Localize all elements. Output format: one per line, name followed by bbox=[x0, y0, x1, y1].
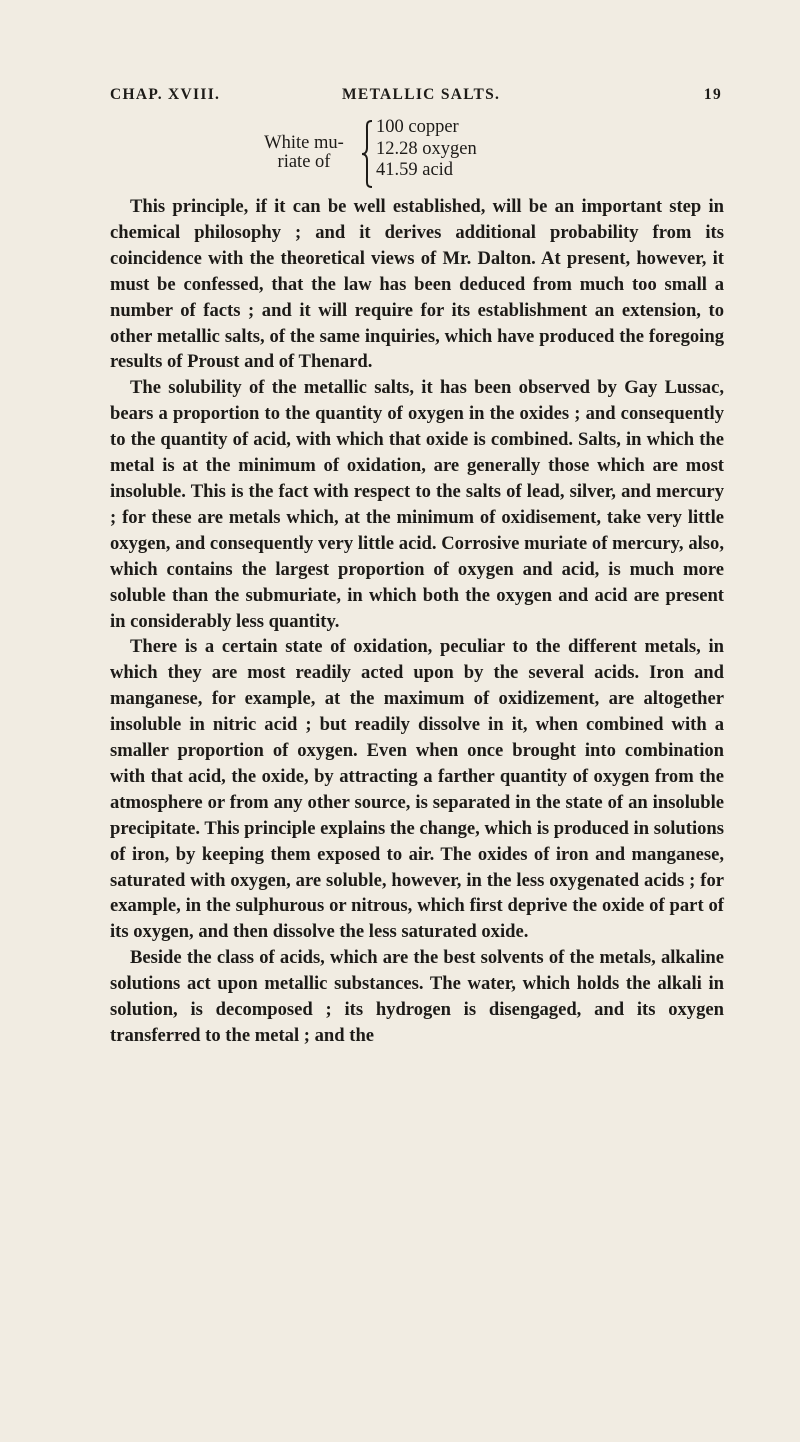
composition-parts bbox=[376, 117, 477, 182]
composition-formula bbox=[248, 117, 568, 193]
paragraph-1: This principle, if it can be well established, will be an important step in chemical philosophy ; and it derives additional probability from its coincidence with the theoretical views of Mr. Dalton. At present, however, it must be confessed, that the law has been deduced from much too small a number of facts ; and it will require for its establishment an extension, to other metallic salts, of the same inquiries, which have produced the foregoing results of Proust and of Thenard. bbox=[110, 196, 724, 373]
part-copper: 100 copper bbox=[376, 117, 459, 137]
page-title: METALLIC SALTS. bbox=[342, 86, 501, 103]
chapter-label: CHAP. XVIII. bbox=[110, 86, 221, 103]
part-oxygen: 12.28 oxygen bbox=[376, 138, 477, 159]
paragraph-3: There is a certain state of oxidation, peculiar to the different metals, in which they are most readily acted upon by the several acids. Iron and manganese, for example, at the maximum of oxidizement, are altogether insoluble in nitric acid ; but readily dissolve in it, when combined with a smaller proportion of oxygen. Even when once brought into combination with that acid, the oxide, by attracting a farther quantity of oxygen from the atmosphere or from any other source, is separated in the state of an insoluble precipitate. This principle explains the change, which is produced in solutions of iron, by keeping them exposed to air. The oxides of iron and manganese, saturated with oxygen, are soluble, however, in the less oxygenated acids ; for example, in the sulphurous or nitrous, which first deprive the oxide of part of its oxygen, and then dissolve the less saturated oxide. bbox=[110, 636, 724, 943]
paragraph-4: Beside the class of acids, which are the best solvents of the metals, alkaline solutions act upon metallic substances. The water, which holds the alkali in solution, is decomposed ; its hydrogen is disengaged, and its oxygen transferred to the metal ; and the bbox=[110, 947, 724, 1046]
compound-name bbox=[248, 134, 360, 172]
compound-name-line-1: White mu- bbox=[264, 133, 344, 153]
curly-brace-icon bbox=[360, 119, 374, 189]
compound-name-line-2: riate of bbox=[277, 152, 331, 172]
paragraph-2: The solubility of the metallic salts, it has been observed by Gay Lussac, bears a proportion to the quantity of oxygen in the oxides ; and consequently to the quantity of acid, with which that oxide is combined. Salts, in which the metal is at the minimum of oxidation, are generally those which are most insoluble. This is the fact with respect to the salts of lead, silver, and mercury ; for these are metals which, at the minimum of oxidisement, take very little oxygen, and consequently very little acid. Corrosive muriate of mercury, also, which contains the largest proportion of oxygen and acid, is much more soluble than the submuriate, in which both the oxygen and acid are present in considerably less quantity. bbox=[110, 377, 724, 632]
page-number: 19 bbox=[703, 86, 722, 103]
part-acid: 41.59 acid bbox=[376, 160, 454, 180]
body-text bbox=[110, 194, 724, 1049]
running-head bbox=[110, 86, 722, 110]
